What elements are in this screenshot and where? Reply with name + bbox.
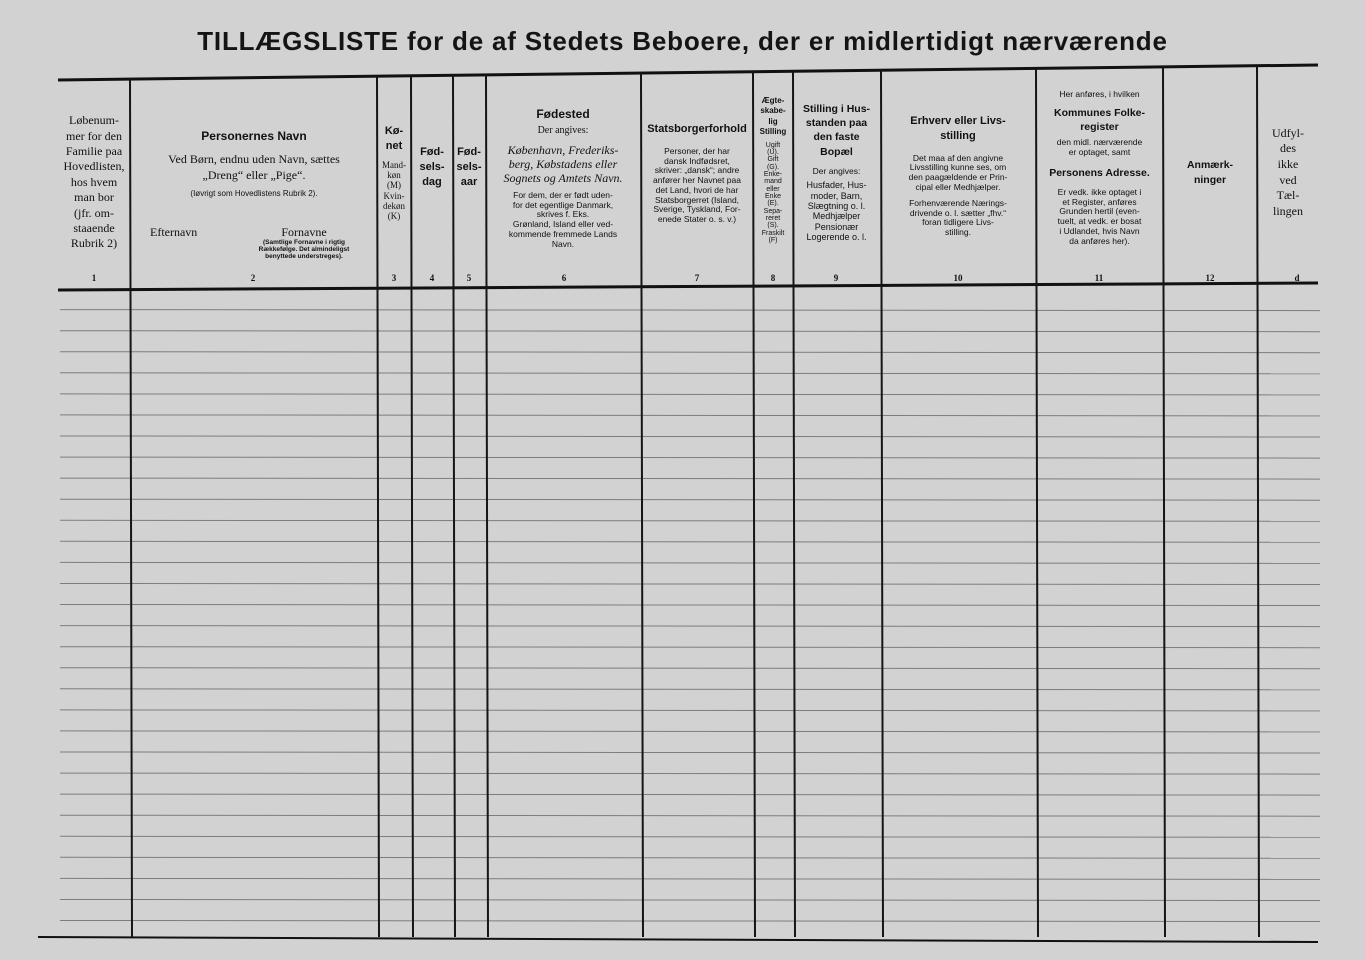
col6-text: København, Frederiks- berg, Købstadens eller Sognets og Amtets Navn. bbox=[503, 142, 623, 186]
col1-number: 1 bbox=[91, 273, 97, 283]
col-header-sex bbox=[378, 80, 410, 285]
blank-row-line bbox=[60, 541, 1320, 542]
col9-heading: Stilling i Hus- standen paa den faste Bopæl bbox=[802, 103, 871, 158]
col2-firstnames-label: Fornavne bbox=[281, 224, 327, 239]
col11-note: Er vedk. ikke optaget i et Register, anføres Grunden hertil (even- tuelt, at vedk. er bosat i Udlandet, hvis Navn da anføres her). bbox=[1057, 186, 1142, 246]
blank-row-line bbox=[60, 520, 1320, 521]
blank-row-line bbox=[60, 900, 1320, 901]
blank-row-line bbox=[60, 668, 1320, 669]
col8-text: Ugift (U). Gift (G). Enke- mand eller Enke (E). Sepa- reret (S). Fraskilt (F) bbox=[761, 141, 785, 245]
col6-number: 6 bbox=[561, 273, 567, 283]
col7-number: 7 bbox=[694, 273, 700, 283]
col12-heading: Anmærk- ninger bbox=[1186, 159, 1234, 186]
col8-heading: Ægte- skabe- lig Stilling bbox=[759, 96, 787, 137]
col2-number: 2 bbox=[250, 273, 256, 283]
blank-row-line bbox=[60, 394, 1320, 395]
col10-note: Forhenværende Nærings- drivende o. l. sætter „fhv.“ foran tidligere Livs- stilling. bbox=[909, 197, 1007, 238]
col6-note: For dem, der er født uden- for det egentlige Danmark, skrives f. Eks. Grønland, Island eller ved- kommende fremmede Lands Navn. bbox=[508, 189, 618, 249]
col-header-registry-address bbox=[1037, 80, 1162, 285]
col7-heading: Statsborgerforhold bbox=[647, 123, 747, 135]
blank-row-line bbox=[60, 794, 1320, 795]
blank-row-line bbox=[60, 878, 1320, 879]
blank-row-line bbox=[60, 605, 1320, 606]
col-header-family-number bbox=[58, 80, 130, 285]
col-header-citizenship bbox=[642, 80, 752, 285]
col11-heading2: Personens Adresse. bbox=[1049, 166, 1150, 179]
col2-note: (Iøvrigt som Hovedlistens Rubrik 2). bbox=[190, 189, 318, 199]
blank-row-line bbox=[60, 921, 1320, 922]
col-header-occupation bbox=[882, 80, 1034, 285]
col2-surname-label: Efternavn bbox=[150, 224, 198, 239]
col7-text: Personer, der har dansk Indfødsret, skriver: „dansk“; andre anfører her Navnet paa det Land, hvori de har Statsborgerret (Island, Sverige, Tyskland, For- enede Stater o. s. v.) bbox=[653, 145, 741, 225]
blank-row-line bbox=[60, 647, 1320, 648]
col6-heading: Fødested bbox=[536, 107, 590, 121]
col-header-remarks bbox=[1164, 80, 1256, 285]
col5-heading: Fød- sels- aar bbox=[456, 146, 482, 188]
col10-text: Det maa af den angivne Livsstilling kunne ses, om den paagældende er Prin- cipal eller Medhjælper. bbox=[908, 152, 1008, 192]
blank-row-line bbox=[60, 626, 1320, 627]
blank-row-line bbox=[60, 584, 1320, 585]
col-header-birth-day bbox=[412, 80, 452, 285]
blank-row-line bbox=[60, 752, 1320, 753]
col3-number: 3 bbox=[391, 273, 397, 283]
col8-number: 8 bbox=[770, 273, 776, 283]
blank-row-line bbox=[60, 415, 1320, 416]
col2-heading: Personernes Navn bbox=[201, 129, 307, 143]
blank-row-line bbox=[60, 373, 1320, 374]
blank-row-line bbox=[60, 352, 1320, 353]
col6-subheading: Der angives: bbox=[537, 125, 589, 137]
blank-row-line bbox=[60, 773, 1320, 774]
col10-heading: Erhverv eller Livs- stilling bbox=[910, 115, 1006, 142]
col11-text: den midl. nærværende er optaget, samt bbox=[1056, 137, 1143, 157]
cold-number: d bbox=[1294, 273, 1300, 283]
col11-heading: Kommunes Folke- register bbox=[1053, 106, 1145, 133]
blank-row-line bbox=[60, 710, 1320, 711]
blank-row-line bbox=[60, 331, 1320, 332]
col1-text: Løbenum- mer for den Familie paa Hovedlisten, hos hvem man bor (jfr. om- staaende Rubrik 2) bbox=[63, 113, 125, 251]
col5-number: 5 bbox=[466, 273, 472, 283]
blank-row-line bbox=[60, 836, 1320, 837]
col-header-names bbox=[132, 80, 376, 285]
blank-row-line bbox=[60, 815, 1320, 816]
col9-number: 9 bbox=[833, 273, 839, 283]
blank-row-line bbox=[60, 689, 1320, 690]
blank-row-line bbox=[60, 562, 1320, 563]
col-header-birthplace bbox=[487, 80, 639, 285]
col4-heading: Fød- sels- dag bbox=[419, 146, 445, 188]
col-header-household-position bbox=[794, 80, 879, 285]
col9-text: Husfader, Hus- moder, Barn, Slægtning o. l. Medhjælper Pensionær Logerende o. l. bbox=[806, 180, 867, 243]
blank-row-line bbox=[60, 457, 1320, 458]
blank-row-line bbox=[60, 436, 1320, 437]
col10-number: 10 bbox=[953, 273, 963, 283]
blank-row-line bbox=[60, 478, 1320, 479]
blank-row-line bbox=[60, 857, 1320, 858]
form-title: TILLÆGSLISTE for de af Stedets Beboere, der er midlertidigt nærværende bbox=[197, 26, 1168, 56]
col-header-marital-status bbox=[754, 80, 792, 285]
col2-text: Ved Børn, endnu uden Navn, sættes „Dreng“ eller „Pige“. bbox=[168, 152, 340, 182]
col-header-not-filled bbox=[1258, 80, 1318, 285]
blank-row-line bbox=[60, 310, 1320, 311]
col12-number: 12 bbox=[1205, 273, 1215, 283]
col3-heading: Kø- net bbox=[384, 125, 404, 152]
blank-row-line bbox=[60, 499, 1320, 500]
col9-subheading: Der angives: bbox=[812, 165, 861, 176]
col11-number: 11 bbox=[1094, 273, 1104, 283]
col2-firstnames-note: (Samtlige Fornavne i rigtig Rækkefølge. Det almindeligst benyttede understreges). bbox=[258, 239, 350, 260]
col11-pre: Her anføres, i hvilken bbox=[1059, 89, 1140, 99]
col3-text: Mand- køn (M) Kvin- dekøn (K) bbox=[382, 159, 406, 222]
col-header-birth-year bbox=[454, 80, 484, 285]
col4-number: 4 bbox=[429, 273, 435, 283]
cold-text: Udfyl- des ikke ved Tæl- lingen bbox=[1272, 125, 1304, 218]
blank-row-line bbox=[60, 731, 1320, 732]
